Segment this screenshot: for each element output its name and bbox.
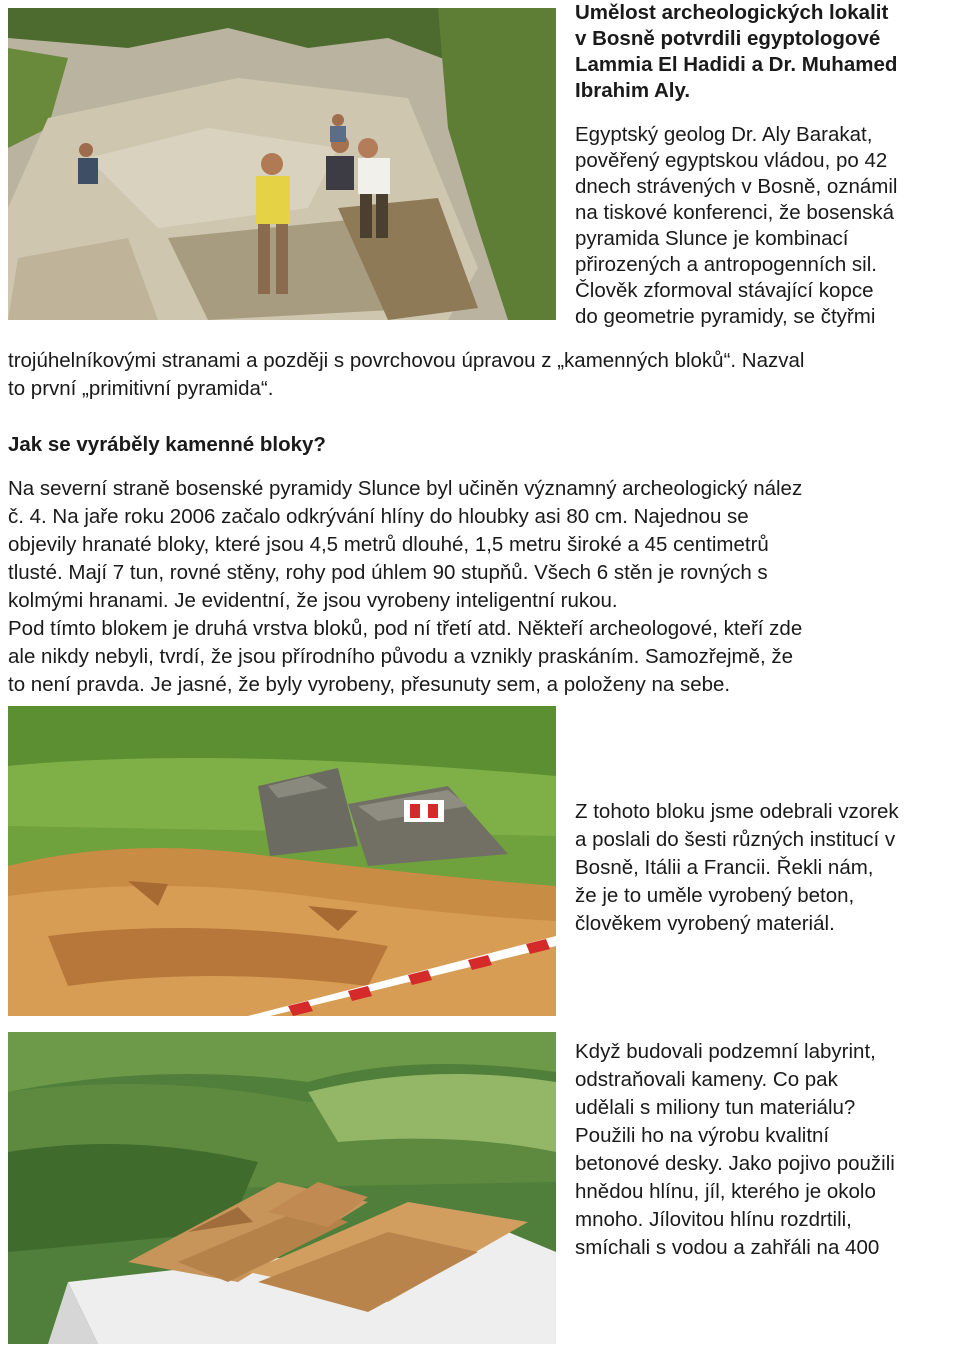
section-heading: Jak se vyráběly kamenné bloky?	[8, 433, 326, 456]
heading-line: v Bosně potvrdili egyptologové	[575, 27, 881, 50]
paragraph-line: kolmými hranami. Je evidentní, že jsou vyrobeny inteligentní rukou.	[8, 589, 618, 612]
caption-line: smíchali s vodou a zahřáli na 400	[575, 1236, 880, 1259]
paragraph-line: tlusté. Mají 7 tun, rovné stěny, rohy pod úhlem 90 stupňů. Všech 6 stěn je rovných s	[8, 561, 768, 584]
paragraph-line: přirozených a antropogenních sil.	[575, 253, 877, 276]
paragraph-line: to první „primitivní pyramida“.	[8, 377, 274, 400]
stone-slabs-photo	[8, 1032, 556, 1344]
heading-line: Umělost archeologických lokalit	[575, 1, 889, 24]
paragraph-line: trojúhelníkovými stranami a později s povrchovou úpravou z „kamenných bloků“. Nazval	[8, 349, 805, 372]
caption-line: Z tohoto bloku jsme odebrali vzorek	[575, 800, 899, 823]
paragraph-line: pyramida Slunce je kombinací	[575, 227, 849, 250]
caption-line: odstraňovali kameny. Co pak	[575, 1068, 838, 1091]
tents-block-photo	[8, 706, 556, 1016]
paragraph-line: č. 4. Na jaře roku 2006 začalo odkrývání hlíny do hloubky asi 80 cm. Najednou se	[8, 505, 749, 528]
paragraph-line: na tiskové konferenci, že bosenská	[575, 201, 895, 224]
heading-line: Ibrahim Aly.	[575, 79, 691, 102]
tents-photo-caption	[575, 798, 955, 938]
caption-line: Bosně, Itálii a Francii. Řekli nám,	[575, 856, 874, 879]
paragraph-line: Pod tímto blokem je druhá vrstva bloků, pod ní třetí atd. Někteří archeologové, kteří zde	[8, 617, 803, 640]
slabs-photo-caption	[575, 1038, 955, 1262]
paragraph-line: pověřený egyptskou vládou, po 42	[575, 149, 888, 172]
section-paragraph	[8, 475, 953, 699]
caption-line: udělali s miliony tun materiálu?	[575, 1096, 856, 1119]
caption-line: hnědou hlínu, jíl, kterého je okolo	[575, 1180, 876, 1203]
caption-line: a poslali do šesti různých institucí v	[575, 828, 896, 851]
paragraph-line: Egyptský geolog Dr. Aly Barakat,	[575, 123, 873, 146]
paragraph-line: Člověk zformoval stávající kopce	[575, 279, 874, 302]
paragraph-line: to není pravda. Je jasné, že byly vyrobeny, přesunuty sem, a položeny na sebe.	[8, 673, 731, 696]
paragraph-line: Na severní straně bosenské pyramidy Slunce byl učiněn významný archeologický nález	[8, 477, 803, 500]
paragraph-line: do geometrie pyramidy, se čtyřmi	[575, 305, 876, 328]
caption-line: Použili ho na výrobu kvalitní	[575, 1124, 830, 1147]
caption-line: betonové desky. Jako pojivo použili	[575, 1152, 895, 1175]
caption-line: že je to uměle vyrobený beton,	[575, 884, 855, 907]
paragraph-line: objevily hranaté bloky, které jsou 4,5 metrů dlouhé, 1,5 metru široké a 45 centimetrů	[8, 533, 769, 556]
caption-line: člověkem vyrobený materiál.	[575, 912, 835, 935]
paragraph-line: dnech strávených v Bosně, oznámil	[575, 175, 898, 198]
heading-line: Lammia El Hadidi a Dr. Muhamed	[575, 53, 898, 76]
paragraph-line: ale nikdy nebyli, tvrdí, že jsou přírodního původu a vznikly praskáním. Samozřejmě, že	[8, 645, 794, 668]
caption-line: mnoho. Jílovitou hlínu rozdrtili,	[575, 1208, 852, 1231]
caption-line: Když budovali podzemní labyrint,	[575, 1040, 876, 1063]
excavation-photo	[8, 8, 556, 320]
article-heading	[575, 0, 955, 104]
intro-paragraph	[575, 122, 955, 330]
